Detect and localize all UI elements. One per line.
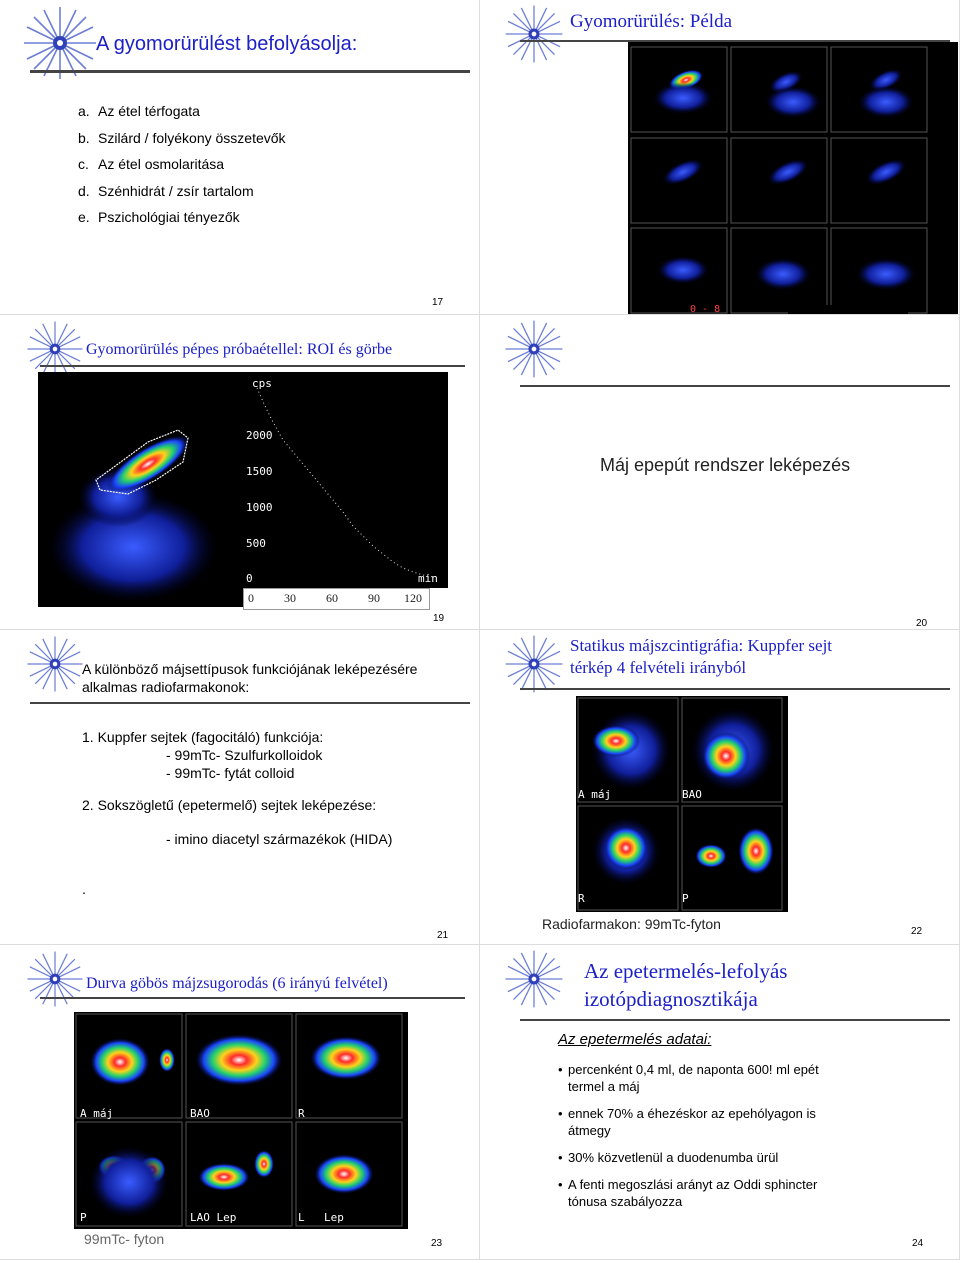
page-number: 19 <box>433 613 445 624</box>
x-tick: 120 <box>404 591 422 605</box>
list-item: e. Pszichológiai tényezők <box>78 209 240 225</box>
item-polygonal: 2. Sokszögletű (epetermelő) sejtek leképezése: <box>82 797 377 813</box>
list-item: c. Az étel osmolaritása <box>78 156 225 172</box>
caption: 99mTc- fyton <box>84 1231 165 1247</box>
view-label: R <box>578 892 585 905</box>
emptying-curve <box>243 372 448 588</box>
star-burst-icon <box>504 634 564 694</box>
factor-list <box>78 98 286 231</box>
bullet-list <box>558 1061 819 1220</box>
liver-scan-grid <box>576 696 788 912</box>
slide-title-line1: Az epetermelés-lefolyás <box>584 959 788 983</box>
view-label: LAO Lep <box>190 1211 237 1224</box>
slide-title-line2: térkép 4 felvételi irányból <box>570 658 747 677</box>
x-tick: 90 <box>368 591 380 605</box>
slide-title: A gyomorürülést befolyásolja: <box>96 33 358 55</box>
list-item: a. Az étel térfogata <box>78 103 200 119</box>
title-divider <box>520 688 950 690</box>
title-divider <box>40 365 465 367</box>
time-label: 0 - 8 <box>690 304 721 315</box>
y-tick: 0 <box>246 572 253 585</box>
stray-dot: . <box>82 881 86 897</box>
x-tick: 60 <box>326 591 338 605</box>
x-unit-label: min <box>418 572 438 585</box>
star-burst-icon <box>26 950 84 1008</box>
y-tick: 2000 <box>246 429 273 442</box>
view-label: P <box>682 892 689 905</box>
slide-21 <box>0 630 480 945</box>
page-number: 21 <box>437 930 449 941</box>
page-number: 22 <box>911 926 923 937</box>
view-label: Lep <box>324 1211 344 1224</box>
slide-24 <box>480 945 960 1260</box>
view-label: A máj <box>578 788 612 801</box>
page-number: 20 <box>916 618 928 629</box>
title-divider <box>30 702 470 704</box>
gastric-emptying-image-grid <box>628 42 958 315</box>
x-tick: 0 <box>248 591 254 605</box>
title-divider <box>30 70 470 73</box>
view-label: L <box>298 1211 305 1224</box>
list-item: • ennek 70% a éhezéskor az epehólyagon is átmegy <box>558 1106 816 1138</box>
x-axis-ticks <box>243 588 430 610</box>
title-divider <box>520 385 950 387</box>
slide-title: Máj epepút rendszer leképezés <box>600 455 851 475</box>
slide-title: Durva göbös májzsugorodás (6 irányú felvétel) <box>86 975 388 992</box>
y-tick: 1000 <box>246 501 273 514</box>
slide-title: Gyomorürülés pépes próbaétellel: ROI és görbe <box>86 341 393 358</box>
x-tick: 30 <box>284 591 296 605</box>
slide-title: Gyomorürülés: Példa <box>570 11 733 32</box>
slide-17 <box>0 0 480 315</box>
star-burst-icon <box>26 320 84 378</box>
title-divider <box>520 1019 950 1021</box>
caption: Radiofarmakon: 99mTc-fyton <box>542 916 721 932</box>
list-item: b. Szilárd / folyékony összetevők <box>78 129 286 146</box>
slide-title-line2: izotópdiagnosztikája <box>584 987 758 1011</box>
item-kuppfer: 1. Kuppfer sejtek (fagocitáló) funkciója: <box>82 729 324 745</box>
roi-image <box>38 372 243 607</box>
view-label: R <box>298 1107 305 1120</box>
slide-18 <box>480 0 960 315</box>
item-kuppfer-b: - 99mTc- fytát colloid <box>166 765 295 781</box>
page-number: 17 <box>432 297 444 308</box>
slide-19 <box>0 315 480 630</box>
star-burst-icon <box>504 949 564 1009</box>
slide-title-line1: Statikus májszcintigráfia: Kuppfer sejt <box>570 636 833 655</box>
y-axis-label: cps <box>252 377 272 390</box>
star-burst-icon <box>504 319 564 379</box>
slide-title-line2: alkalmas radiofarmakonok: <box>82 679 250 695</box>
page-number: 24 <box>912 1238 924 1249</box>
y-tick: 1500 <box>246 465 273 478</box>
slide-23 <box>0 945 480 1260</box>
slide-title-line1: A különböző májsettípusok funkciójának leképezésére <box>82 661 418 677</box>
view-label: A máj <box>80 1107 114 1120</box>
star-burst-icon <box>504 4 564 64</box>
list-item: • A fenti megoszlási arányt az Oddi sphincter tónusa szabályozza <box>558 1177 818 1209</box>
view-label: BAO <box>190 1107 210 1120</box>
page-number: 23 <box>431 1238 443 1249</box>
subtitle: Az epetermelés adatai: <box>558 1031 712 1048</box>
view-label: BAO <box>682 788 702 801</box>
list-item: d. Szénhidrát / zsír tartalom <box>78 182 254 199</box>
y-tick: 500 <box>246 537 266 550</box>
item-kuppfer-a: - 99mTc- Szulfurkolloidok <box>166 747 323 763</box>
view-label: P <box>80 1211 87 1224</box>
cirrhosis-scan-grid <box>74 1012 408 1229</box>
star-burst-icon <box>26 635 84 693</box>
slide-22 <box>480 630 960 945</box>
item-polygonal-a: - imino diacetyl származékok (HIDA) <box>166 831 393 847</box>
slide-20 <box>480 315 960 630</box>
list-item: • 30% közvetlenül a duodenumba ürül <box>558 1150 779 1165</box>
title-divider <box>40 997 465 999</box>
list-item: • percenként 0,4 ml, de naponta 600! ml epét termel a máj <box>558 1062 819 1094</box>
